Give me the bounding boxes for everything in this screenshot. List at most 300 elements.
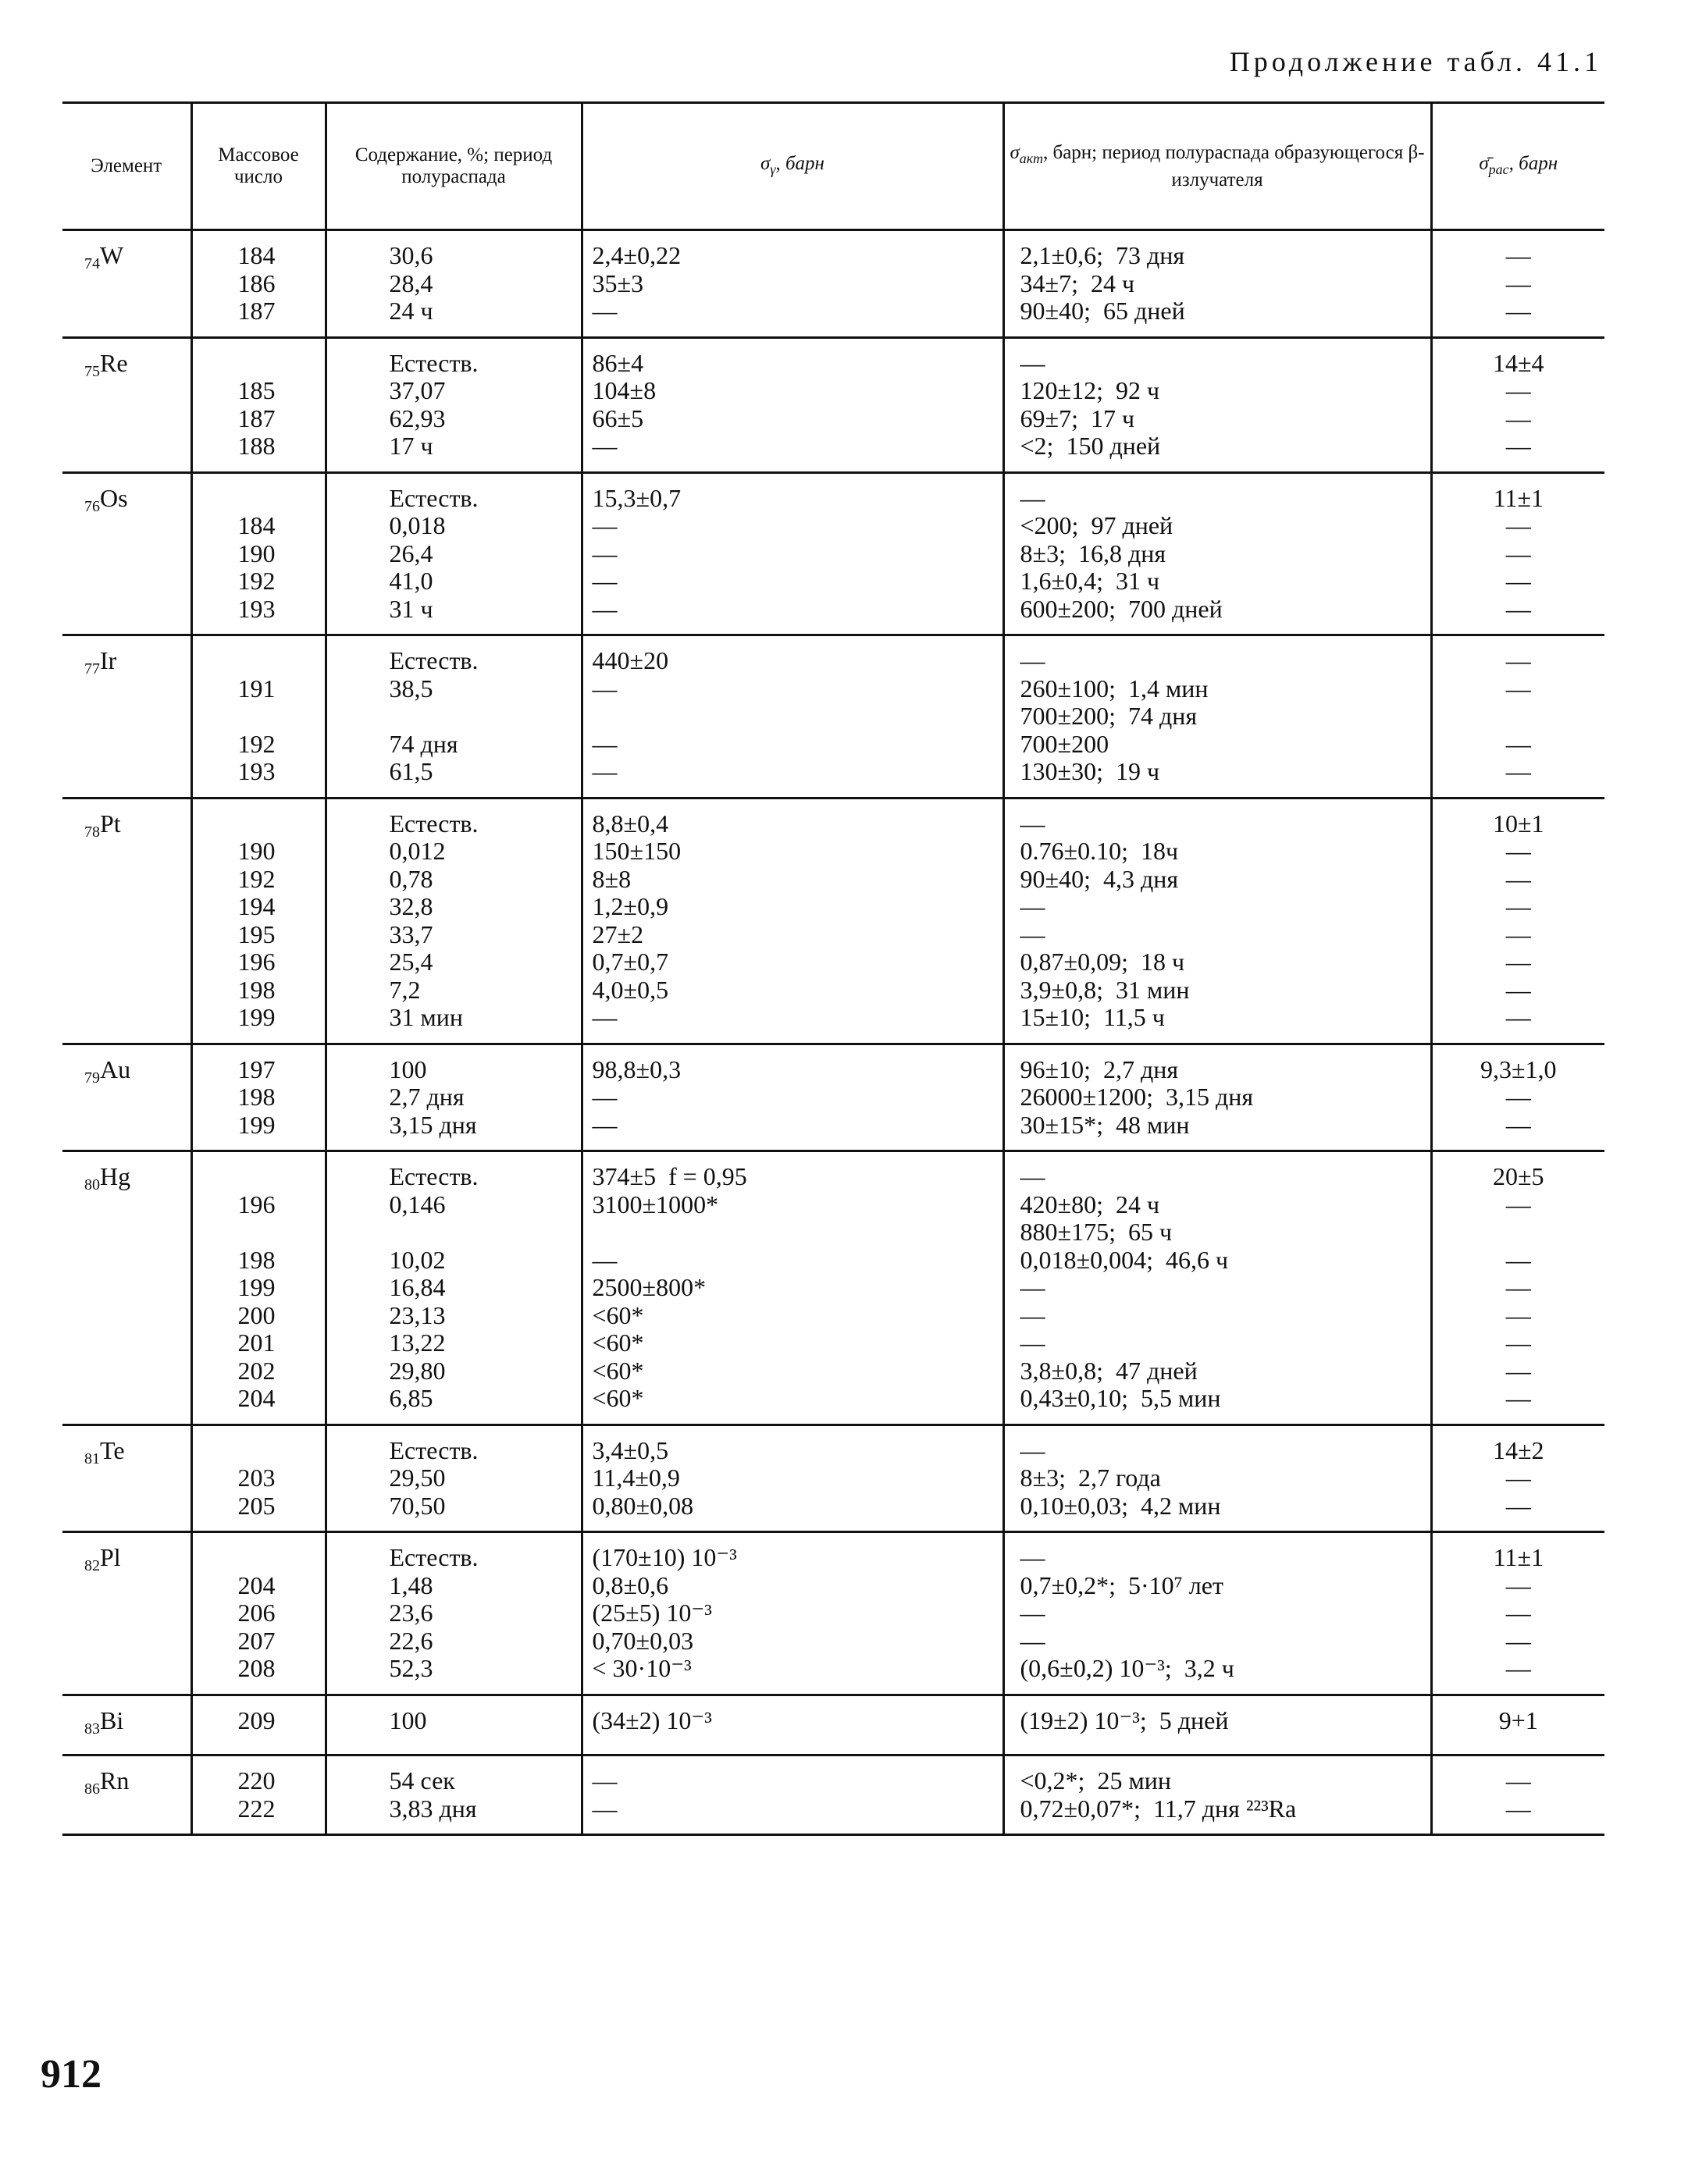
element-cell bbox=[62, 1695, 191, 1755]
cell-line: 220 bbox=[237, 1766, 276, 1795]
cell-line: — bbox=[592, 1083, 618, 1111]
cell-line: — bbox=[592, 567, 618, 595]
cell-line: 440±20 bbox=[592, 646, 669, 674]
cell-line: 9+1 bbox=[1498, 1706, 1538, 1734]
table-row bbox=[62, 1532, 1604, 1695]
mass-cell bbox=[191, 472, 326, 635]
cell-line: 0,018±0,004; 46,6 ч bbox=[1020, 1245, 1229, 1274]
cell-line: 69±7; 17 ч bbox=[1020, 404, 1135, 432]
atomic-number: 76 bbox=[84, 497, 100, 515]
cell-line: 1,6±0,4; 31 ч bbox=[1020, 567, 1160, 595]
cell-line: 207 bbox=[237, 1626, 276, 1655]
cell-line: 200 bbox=[237, 1300, 276, 1329]
cell-line: — bbox=[1505, 1794, 1531, 1823]
sigma-gamma-cell bbox=[582, 1425, 1003, 1532]
cell-line: Естеств. bbox=[389, 646, 479, 674]
page-number: 912 bbox=[41, 2052, 101, 2097]
cell-line: 10±1 bbox=[1492, 809, 1544, 838]
cell-line: 74 дня bbox=[389, 729, 458, 758]
cell-line: — bbox=[1020, 646, 1045, 674]
element-cell bbox=[62, 1532, 191, 1695]
cell-line: 31 мин bbox=[389, 1003, 463, 1031]
atomic-number: 74 bbox=[84, 255, 100, 272]
cell-line: 9,3±1,0 bbox=[1480, 1055, 1557, 1083]
sigma-ras-cell bbox=[1431, 230, 1604, 338]
cell-line: Естеств. bbox=[389, 1435, 479, 1464]
cell-line: — bbox=[1020, 919, 1045, 948]
cell-line: — bbox=[1020, 809, 1045, 838]
content-cell bbox=[326, 1532, 582, 1695]
cell-line: 196 bbox=[237, 948, 276, 976]
element-cell bbox=[62, 1425, 191, 1532]
cell-line: 25,4 bbox=[389, 948, 433, 976]
cell-line: 0.76±0.10; 18ч bbox=[1020, 837, 1179, 865]
cell-line: 0,80±0,08 bbox=[592, 1491, 694, 1520]
atomic-number: 80 bbox=[84, 1176, 100, 1193]
cell-line: Естеств. bbox=[389, 348, 479, 377]
cell-line: 8±3; 16,8 дня bbox=[1020, 539, 1166, 567]
cell-line: (19±2) 10⁻³; 5 дней bbox=[1020, 1706, 1229, 1734]
cell-line: — bbox=[1505, 1356, 1531, 1385]
atomic-number: 82 bbox=[84, 1557, 100, 1574]
sigma-gamma-symbol: σ bbox=[760, 152, 771, 174]
cell-line: — bbox=[1505, 594, 1531, 623]
sigma-ras-cell bbox=[1431, 1044, 1604, 1151]
cell-line: 184 bbox=[237, 241, 276, 269]
cell-line: <60* bbox=[592, 1356, 644, 1385]
cell-line: 0,7±0,7 bbox=[592, 948, 669, 976]
sigma-gamma-cell bbox=[582, 472, 1003, 635]
cell-line bbox=[238, 647, 324, 675]
cell-line: — bbox=[1505, 674, 1531, 703]
cell-line: <0,2*; 25 мин bbox=[1020, 1766, 1171, 1795]
cell-line: 11±1 bbox=[1493, 483, 1544, 512]
cell-line: 6,85 bbox=[389, 1384, 433, 1412]
mass-cell bbox=[191, 1151, 326, 1425]
cell-line: — bbox=[592, 1110, 618, 1139]
cell-line: — bbox=[592, 594, 618, 623]
cell-line: 23,13 bbox=[389, 1300, 446, 1329]
cell-line: < 30·10⁻³ bbox=[592, 1654, 692, 1682]
cell-line bbox=[238, 1163, 324, 1191]
cell-line: 26000±1200; 3,15 дня bbox=[1020, 1083, 1254, 1111]
cell-line: — bbox=[1505, 376, 1531, 404]
cell-line: 1,48 bbox=[389, 1570, 433, 1599]
cell-line bbox=[1433, 1218, 1604, 1247]
cell-line: — bbox=[592, 674, 618, 703]
cell-line: 420±80; 24 ч bbox=[1020, 1190, 1160, 1218]
cell-line: 700±200; 74 дня bbox=[1020, 702, 1198, 730]
mass-cell bbox=[191, 1755, 326, 1835]
table-row bbox=[62, 230, 1604, 338]
cell-line: 11±1 bbox=[1493, 1543, 1544, 1571]
cell-line: — bbox=[592, 539, 618, 567]
atomic-number: 79 bbox=[84, 1069, 100, 1087]
cell-line: — bbox=[1505, 1766, 1531, 1795]
cell-line: <60* bbox=[592, 1384, 644, 1412]
cell-line: 35±3 bbox=[592, 269, 644, 297]
sigma-gamma-cell bbox=[582, 230, 1003, 338]
cell-line: — bbox=[1505, 1300, 1531, 1329]
cell-line: — bbox=[1020, 1435, 1045, 1464]
cell-line: 199 bbox=[237, 1273, 276, 1301]
cell-line: 33,7 bbox=[389, 919, 433, 948]
cell-line: — bbox=[592, 432, 618, 460]
cell-line: 8±8 bbox=[592, 864, 632, 893]
atomic-number: 83 bbox=[84, 1720, 100, 1738]
cell-line: 11,4±0,9 bbox=[592, 1464, 680, 1492]
cell-line: — bbox=[1505, 864, 1531, 893]
cell-line: Естеств. bbox=[389, 809, 479, 838]
cell-line: 206 bbox=[237, 1599, 276, 1627]
sigma-ras-cell bbox=[1431, 1151, 1604, 1425]
cell-line: 37,07 bbox=[389, 376, 446, 404]
element-cell bbox=[62, 230, 191, 338]
cell-line: 188 bbox=[237, 432, 276, 460]
cell-line: — bbox=[1505, 975, 1531, 1004]
cell-line bbox=[238, 1437, 324, 1465]
table-row bbox=[62, 1425, 1604, 1532]
sigma-act-cell bbox=[1003, 1151, 1431, 1425]
table-row bbox=[62, 1755, 1604, 1835]
cell-line: <2; 150 дней bbox=[1020, 432, 1161, 460]
table-row bbox=[62, 1695, 1604, 1755]
cell-line: — bbox=[1020, 1626, 1045, 1655]
cell-line: 29,50 bbox=[389, 1464, 446, 1492]
cell-line: Естеств. bbox=[389, 1543, 479, 1571]
cell-line: 203 bbox=[237, 1464, 276, 1492]
cell-line: 52,3 bbox=[389, 1654, 433, 1682]
element-cell bbox=[62, 635, 191, 799]
sigma-gamma-cell bbox=[582, 635, 1003, 799]
table-body bbox=[62, 230, 1604, 1835]
cell-line: — bbox=[1505, 646, 1531, 674]
cell-line bbox=[390, 1218, 580, 1247]
cell-line: 1,2±0,9 bbox=[592, 892, 669, 920]
element-cell bbox=[62, 798, 191, 1044]
cell-line: — bbox=[1505, 511, 1531, 539]
cell-line: 204 bbox=[237, 1384, 276, 1412]
sigma-act-cell bbox=[1003, 337, 1431, 472]
sigma-gamma-cell bbox=[582, 337, 1003, 472]
element-cell bbox=[62, 337, 191, 472]
element-symbol: Re bbox=[100, 348, 128, 377]
cell-line: 187 bbox=[237, 297, 276, 325]
cell-line: — bbox=[1505, 948, 1531, 976]
cell-line: 198 bbox=[237, 1245, 276, 1274]
cell-line: 193 bbox=[237, 757, 276, 785]
cell-line: — bbox=[1505, 1273, 1531, 1301]
cell-line: 61,5 bbox=[389, 757, 433, 785]
column-header-mass: Массовое число bbox=[191, 103, 326, 230]
cell-line: 14±2 bbox=[1492, 1435, 1544, 1464]
cell-line: 17 ч bbox=[389, 432, 433, 460]
sigma-ras-unit: , барн bbox=[1508, 152, 1558, 174]
sigma-act-subscript: акт bbox=[1019, 150, 1043, 166]
cell-line: 62,93 bbox=[389, 404, 446, 432]
sigma-act-cell bbox=[1003, 1755, 1431, 1835]
cell-line: 191 bbox=[237, 674, 276, 703]
cell-line: 15±10; 11,5 ч bbox=[1020, 1003, 1165, 1031]
table-row bbox=[62, 472, 1604, 635]
cell-line: — bbox=[1020, 1300, 1045, 1329]
cell-line: 7,2 bbox=[389, 975, 421, 1004]
cell-line: — bbox=[1020, 483, 1045, 512]
nuclear-data-table bbox=[62, 101, 1604, 1836]
cell-line: 201 bbox=[237, 1329, 276, 1357]
sigma-gamma-cell bbox=[582, 1151, 1003, 1425]
table-row bbox=[62, 337, 1604, 472]
sigma-ras-cell bbox=[1431, 337, 1604, 472]
column-header-sigma-act bbox=[1003, 103, 1431, 230]
cell-line: — bbox=[1505, 729, 1531, 758]
cell-line: 222 bbox=[237, 1794, 276, 1823]
element-symbol: Ir bbox=[100, 646, 117, 674]
cell-line: 204 bbox=[237, 1570, 276, 1599]
cell-line: 192 bbox=[237, 864, 276, 893]
content-cell bbox=[326, 337, 582, 472]
cell-line: 30,6 bbox=[389, 241, 433, 269]
sigma-act-cell bbox=[1003, 798, 1431, 1044]
cell-line bbox=[238, 1544, 324, 1572]
cell-line: 208 bbox=[237, 1654, 276, 1682]
cell-line: 2,7 дня bbox=[389, 1083, 465, 1111]
cell-line: — bbox=[592, 511, 618, 539]
sigma-gamma-unit: , барн bbox=[775, 152, 824, 174]
element-symbol: Os bbox=[100, 483, 128, 512]
cell-line: 880±175; 65 ч bbox=[1020, 1218, 1173, 1246]
cell-line: 8,8±0,4 bbox=[592, 809, 669, 838]
cell-line: 41,0 bbox=[389, 567, 433, 595]
sigma-gamma-cell bbox=[582, 1695, 1003, 1755]
cell-line: — bbox=[1505, 432, 1531, 460]
table-row bbox=[62, 635, 1604, 799]
cell-line: 38,5 bbox=[389, 674, 433, 703]
cell-line: 0,43±0,10; 5,5 мин bbox=[1020, 1384, 1221, 1412]
element-symbol: Pl bbox=[100, 1543, 121, 1571]
cell-line: 0,10±0,03; 4,2 мин bbox=[1020, 1491, 1221, 1520]
sigma-act-cell bbox=[1003, 1044, 1431, 1151]
element-symbol: Rn bbox=[100, 1766, 130, 1795]
sigma-ras-cell bbox=[1431, 798, 1604, 1044]
cell-line: <60* bbox=[592, 1329, 644, 1357]
cell-line: 198 bbox=[237, 975, 276, 1004]
element-cell bbox=[62, 472, 191, 635]
cell-line: 185 bbox=[237, 376, 276, 404]
content-cell bbox=[326, 1425, 582, 1532]
cell-line: 2500±800* bbox=[592, 1273, 707, 1301]
cell-line: 14±4 bbox=[1492, 348, 1544, 377]
cell-line: 0,7±0,2*; 5·10⁷ лет bbox=[1020, 1570, 1223, 1599]
cell-line: — bbox=[1505, 1245, 1531, 1274]
nuclear-data-table-container bbox=[62, 101, 1604, 1836]
cell-line bbox=[390, 703, 580, 731]
cell-line: — bbox=[1505, 241, 1531, 269]
cell-line: 34±7; 24 ч bbox=[1020, 269, 1135, 297]
content-cell bbox=[326, 472, 582, 635]
sigma-gamma-cell bbox=[582, 798, 1003, 1044]
cell-line: 16,84 bbox=[389, 1273, 446, 1301]
cell-line: 8±3; 2,7 года bbox=[1020, 1464, 1161, 1492]
cell-line: 10,02 bbox=[389, 1245, 446, 1274]
cell-line: — bbox=[592, 1766, 618, 1795]
table-row bbox=[62, 1044, 1604, 1151]
cell-line: 98,8±0,3 bbox=[592, 1055, 682, 1083]
mass-cell bbox=[191, 1532, 326, 1695]
cell-line: — bbox=[1505, 837, 1531, 865]
column-header-sigma-ras bbox=[1431, 103, 1604, 230]
cell-line: 66±5 bbox=[592, 404, 644, 432]
column-header-element: Элемент bbox=[62, 103, 191, 230]
element-symbol: Hg bbox=[100, 1162, 131, 1190]
cell-line: — bbox=[1505, 1190, 1531, 1218]
cell-line: 0,78 bbox=[389, 864, 433, 893]
cell-line: — bbox=[1505, 1329, 1531, 1357]
cell-line: 0,146 bbox=[389, 1190, 446, 1218]
element-cell bbox=[62, 1151, 191, 1425]
cell-line: 0,87±0,09; 18 ч bbox=[1020, 948, 1185, 976]
sigma-act-cell bbox=[1003, 1695, 1431, 1755]
sigma-ras-cell bbox=[1431, 1755, 1604, 1835]
cell-line: 199 bbox=[237, 1003, 276, 1031]
cell-line bbox=[1433, 703, 1604, 731]
sigma-ras-cell bbox=[1431, 1425, 1604, 1532]
cell-line: 0,70±0,03 bbox=[592, 1626, 694, 1655]
element-symbol: W bbox=[100, 241, 124, 269]
cell-line: 192 bbox=[237, 729, 276, 758]
cell-line: 205 bbox=[237, 1491, 276, 1520]
cell-line: 4,0±0,5 bbox=[592, 975, 669, 1004]
cell-line: 20±5 bbox=[1492, 1162, 1544, 1190]
cell-line: (0,6±0,2) 10⁻³; 3,2 ч bbox=[1020, 1654, 1234, 1682]
cell-line: — bbox=[1020, 1599, 1045, 1627]
cell-line: — bbox=[1020, 1162, 1045, 1190]
content-cell bbox=[326, 798, 582, 1044]
column-header-sigma-gamma bbox=[582, 103, 1003, 230]
sigma-ras-cell bbox=[1431, 635, 1604, 799]
cell-line: — bbox=[1505, 1464, 1531, 1492]
cell-line: 0,012 bbox=[389, 837, 446, 865]
cell-line: 70,50 bbox=[389, 1491, 446, 1520]
cell-line: 90±40; 65 дней bbox=[1020, 297, 1185, 325]
cell-line: 23,6 bbox=[389, 1599, 433, 1627]
cell-line: — bbox=[1505, 1599, 1531, 1627]
content-cell bbox=[326, 230, 582, 338]
content-cell bbox=[326, 1755, 582, 1835]
cell-line: — bbox=[1505, 404, 1531, 432]
cell-line: 374±5 f = 0,95 bbox=[592, 1162, 747, 1190]
cell-line: 3,83 дня bbox=[389, 1794, 477, 1823]
cell-line: 194 bbox=[237, 892, 276, 920]
cell-line: — bbox=[592, 757, 618, 785]
content-cell bbox=[326, 1044, 582, 1151]
cell-line: 260±100; 1,4 мин bbox=[1020, 674, 1209, 703]
sigma-act-cell bbox=[1003, 1532, 1431, 1695]
cell-line: (25±5) 10⁻³ bbox=[592, 1599, 712, 1627]
cell-line bbox=[238, 1218, 324, 1247]
cell-line: 3,4±0,5 bbox=[592, 1435, 669, 1464]
element-symbol: Te bbox=[100, 1435, 125, 1464]
sigma-act-description: , барн; период полураспада образующегося β-излучателя bbox=[1042, 141, 1425, 190]
cell-line: 27±2 bbox=[592, 919, 644, 948]
cell-line: 120±12; 92 ч bbox=[1020, 376, 1160, 404]
sigma-ras-cell bbox=[1431, 1695, 1604, 1755]
table-row bbox=[62, 798, 1604, 1044]
table-row bbox=[62, 1151, 1604, 1425]
mass-cell bbox=[191, 1695, 326, 1755]
cell-line: — bbox=[1505, 1491, 1531, 1520]
cell-line: 184 bbox=[237, 511, 276, 539]
cell-line: 15,3±0,7 bbox=[592, 483, 682, 512]
cell-line: — bbox=[1505, 892, 1531, 920]
mass-cell bbox=[191, 337, 326, 472]
cell-line: 198 bbox=[237, 1083, 276, 1111]
sigma-ras-symbol: σ̄ bbox=[1479, 152, 1489, 174]
cell-line: 187 bbox=[237, 404, 276, 432]
sigma-gamma-subscript: γ bbox=[770, 161, 776, 177]
sigma-act-cell bbox=[1003, 635, 1431, 799]
sigma-ras-subscript: рас bbox=[1488, 161, 1509, 177]
atomic-number: 75 bbox=[84, 362, 100, 380]
cell-line bbox=[593, 1218, 1002, 1247]
cell-line: Естеств. bbox=[389, 483, 479, 512]
sigma-act-cell bbox=[1003, 1425, 1431, 1532]
cell-line: 3,8±0,8; 47 дней bbox=[1020, 1356, 1198, 1385]
cell-line: 13,22 bbox=[389, 1329, 446, 1357]
content-cell bbox=[326, 1695, 582, 1755]
mass-cell bbox=[191, 230, 326, 338]
cell-line: 202 bbox=[237, 1356, 276, 1385]
sigma-gamma-cell bbox=[582, 1044, 1003, 1151]
cell-line: 700±200 bbox=[1020, 729, 1109, 758]
cell-line: 0,018 bbox=[389, 511, 446, 539]
cell-line: 3,9±0,8; 31 мин bbox=[1020, 975, 1190, 1004]
cell-line: 199 bbox=[237, 1110, 276, 1139]
cell-line: — bbox=[592, 1794, 618, 1823]
element-symbol: Bi bbox=[100, 1706, 124, 1734]
mass-cell bbox=[191, 635, 326, 799]
cell-line: — bbox=[1505, 1626, 1531, 1655]
cell-line: 3100±1000* bbox=[592, 1190, 719, 1218]
mass-cell bbox=[191, 1044, 326, 1151]
cell-line: — bbox=[1505, 1654, 1531, 1682]
cell-line: — bbox=[592, 1003, 618, 1031]
cell-line: 0,72±0,07*; 11,7 дня ²²³Ra bbox=[1020, 1794, 1297, 1823]
cell-line: 190 bbox=[237, 539, 276, 567]
cell-line: — bbox=[1505, 757, 1531, 785]
cell-line: 86±4 bbox=[592, 348, 644, 377]
cell-line: — bbox=[1505, 297, 1531, 325]
cell-line: <200; 97 дней bbox=[1020, 511, 1173, 539]
mass-cell bbox=[191, 798, 326, 1044]
cell-line: 600±200; 700 дней bbox=[1020, 594, 1223, 623]
cell-line: 31 ч bbox=[389, 594, 433, 623]
cell-line bbox=[238, 703, 324, 731]
cell-line: 190 bbox=[237, 837, 276, 865]
cell-line: 0,8±0,6 bbox=[592, 1570, 669, 1599]
element-symbol: Pt bbox=[100, 809, 121, 838]
cell-line: 100 bbox=[389, 1055, 427, 1083]
cell-line: 30±15*; 48 мин bbox=[1020, 1110, 1190, 1139]
cell-line: — bbox=[1020, 1329, 1045, 1357]
cell-line bbox=[593, 703, 1002, 731]
atomic-number: 77 bbox=[84, 660, 100, 678]
cell-line: (170±10) 10⁻³ bbox=[592, 1543, 737, 1571]
cell-line: 100 bbox=[389, 1706, 427, 1734]
element-cell bbox=[62, 1755, 191, 1835]
cell-line: 26,4 bbox=[389, 539, 433, 567]
cell-line bbox=[238, 810, 324, 838]
